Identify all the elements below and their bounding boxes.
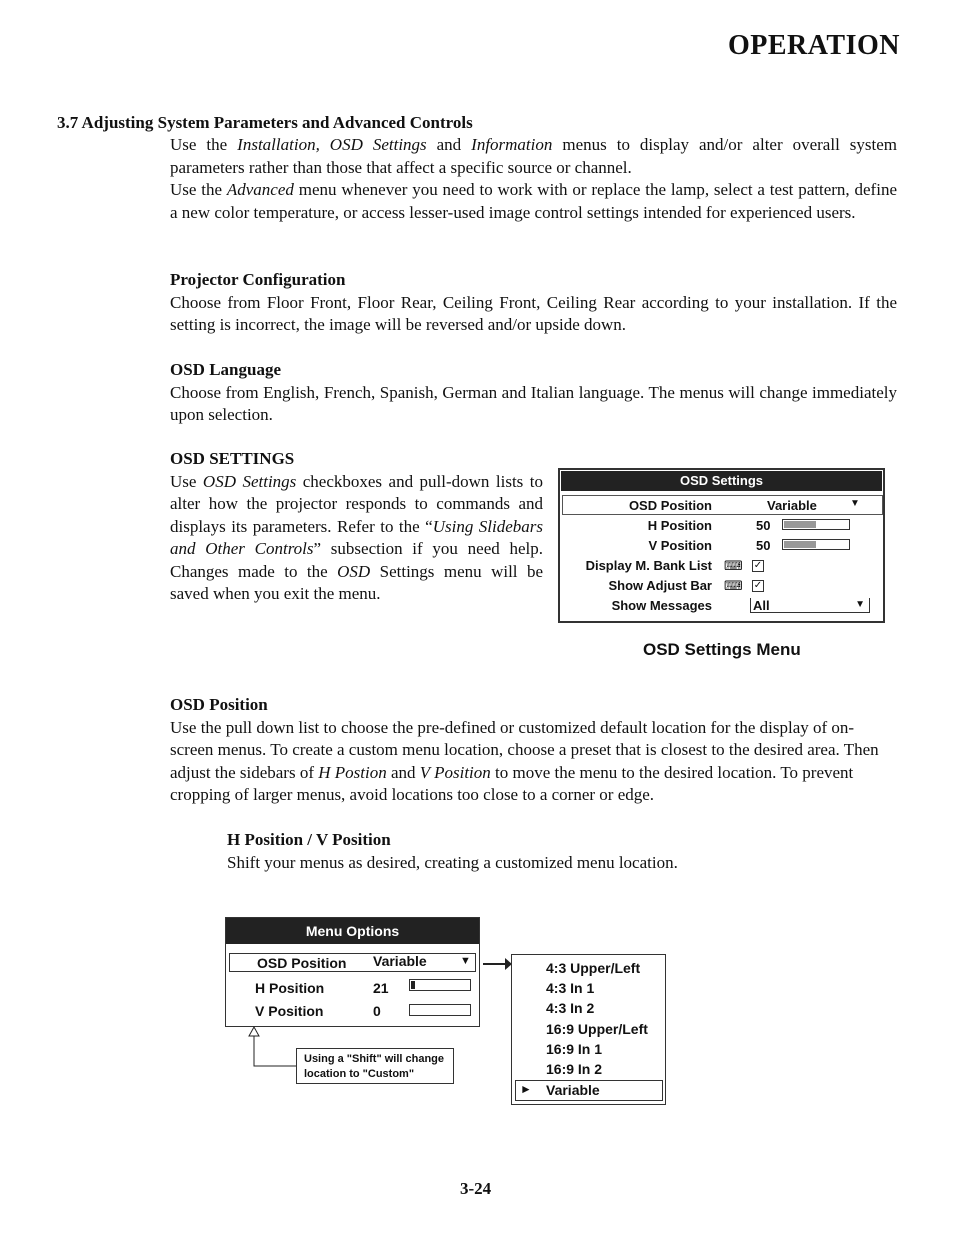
list-item[interactable]: 4:3 In 1 bbox=[546, 980, 595, 996]
keyboard-icon: ⌨ bbox=[724, 578, 743, 593]
v-position-value: 0 bbox=[373, 1003, 381, 1019]
intro-paragraph-1: Use the Installation, OSD Settings and Information menus to display and/or alter overall system parameters rather than those that affect a specific source or channel. bbox=[170, 135, 897, 177]
osd-language-text: Choose from English, French, Spanish, German and Italian language. The menus will change immediately upon selection. bbox=[170, 382, 897, 424]
osd-position-label: OSD Position bbox=[257, 955, 347, 971]
dropdown-arrow-icon: ▼ bbox=[460, 955, 471, 967]
osd-settings-caption: OSD Settings Menu bbox=[643, 640, 801, 659]
projector-config-text: Choose from Floor Front, Floor Rear, Ceiling Front, Ceiling Rear according to your installation. If the setting is incorrect, the image will be reversed and/or upside down. bbox=[170, 292, 897, 334]
keyboard-icon: ⌨ bbox=[724, 558, 743, 573]
v-position-value: 50 bbox=[756, 538, 771, 553]
display-bank-label: Display M. Bank List bbox=[585, 558, 712, 573]
osd-settings-text: Use OSD Settings checkboxes and pull-down lists to alter how the projector responds to commands and displays its parameters. Refer to the “Using Slidebars and Other Controls” subsection if you need help. Changes made to the OSD Settings menu will be saved when you exit the menu. bbox=[170, 471, 544, 603]
h-position-label: H Position bbox=[255, 980, 325, 996]
dropdown-arrow-icon: ▼ bbox=[850, 498, 860, 509]
v-position-label: V Position bbox=[648, 538, 712, 553]
selected-list-label: Variable bbox=[546, 1082, 600, 1098]
show-adjust-checkbox[interactable]: ✓ bbox=[753, 580, 763, 591]
menu-options-title: Menu Options bbox=[226, 918, 479, 944]
selected-list-item[interactable] bbox=[515, 1080, 663, 1101]
v-position-label: V Position bbox=[255, 1003, 324, 1019]
osd-position-text: Use the pull down list to choose the pre-defined or customized default location for the display of on-screen menus. To create a custom menu location, choose a preset that is closest to the desired area. Then adjust the sidebars of H Postion and V Position to move the menu to the desired location. To prevent cropping of larger menus, avoid locations too close to a corner or edge. bbox=[170, 717, 879, 804]
osd-settings-heading: OSD SETTINGS bbox=[170, 449, 295, 468]
list-item[interactable]: 16:9 Upper/Left bbox=[546, 1021, 648, 1037]
osd-language-heading: OSD Language bbox=[170, 360, 281, 379]
h-position-value: 50 bbox=[756, 518, 771, 533]
page-number: 3-24 bbox=[460, 1179, 492, 1198]
display-bank-checkbox[interactable]: ✓ bbox=[753, 560, 763, 571]
hv-position-heading: H Position / V Position bbox=[227, 830, 391, 849]
shift-note: Using a "Shift" will change location to "Custom" bbox=[296, 1048, 454, 1084]
show-messages-value: All bbox=[753, 598, 770, 613]
show-adjust-label: Show Adjust Bar bbox=[608, 578, 712, 593]
hv-position-text: Shift your menus as desired, creating a customized menu location. bbox=[227, 852, 678, 872]
selected-arrow-icon: ► bbox=[520, 1082, 532, 1096]
dropdown-arrow-icon: ▼ bbox=[855, 599, 865, 610]
intro-paragraph-2: Use the Advanced menu whenever you need to work with or replace the lamp, select a test pattern, define a new color temperature, or access lesser-used image control settings intended for experienced users. bbox=[170, 180, 897, 222]
list-item[interactable]: 4:3 In 2 bbox=[546, 1000, 595, 1016]
h-position-value: 21 bbox=[373, 980, 389, 996]
h-position-label: H Position bbox=[647, 518, 712, 533]
section-title: 3.7 Adjusting System Parameters and Advanced Controls bbox=[57, 113, 473, 132]
list-item[interactable]: 16:9 In 2 bbox=[546, 1061, 603, 1077]
list-item[interactable]: 4:3 Upper/Left bbox=[546, 960, 641, 976]
projector-config-heading: Projector Configuration bbox=[170, 270, 346, 289]
osd-position-list bbox=[511, 954, 666, 1105]
show-messages-label: Show Messages bbox=[611, 598, 712, 613]
osd-position-label: OSD Position bbox=[628, 498, 712, 513]
osd-position-heading: OSD Position bbox=[170, 695, 268, 714]
osd-settings-title: OSD Settings bbox=[561, 471, 882, 491]
page-header: OPERATION bbox=[728, 30, 900, 61]
osd-position-value: Variable bbox=[373, 953, 427, 969]
osd-position-value: Variable bbox=[767, 498, 817, 513]
list-item[interactable]: 16:9 In 1 bbox=[546, 1041, 603, 1057]
